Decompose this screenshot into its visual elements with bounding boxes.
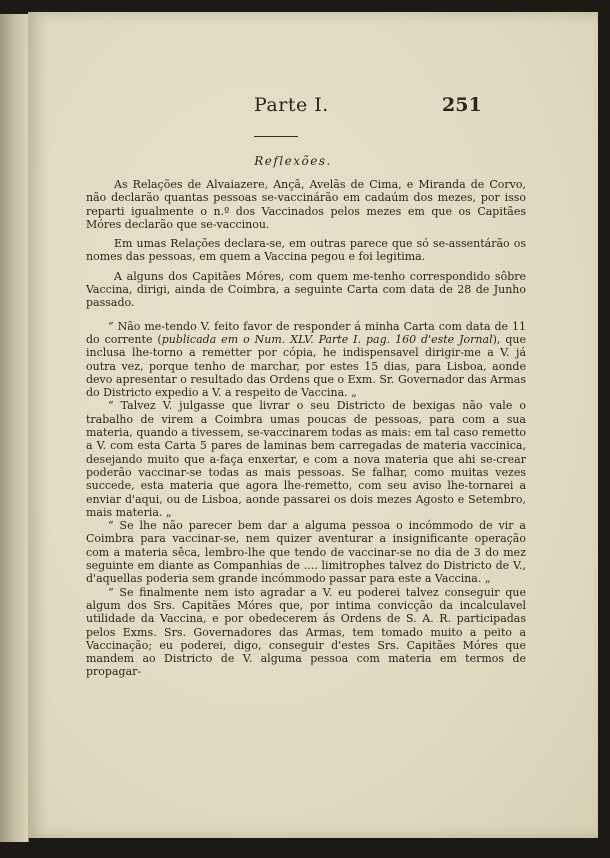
facing-page-edge (0, 14, 29, 842)
section-title: Reflexões. (254, 154, 332, 168)
paragraph-declara: Em umas Relações declara-se, em outras parece que só se-assentárão os nomes das pessoas, em quem a Vaccina pegou e foi legitima. (86, 237, 526, 264)
letter-p1-citation: publicada em o Num. XLV. Parte I. pag. 160 d'este Jornal (161, 332, 493, 346)
letter-paragraph-1 (86, 320, 526, 400)
part-title: Parte I. (254, 94, 329, 116)
letter-paragraph-3: “ Se lhe não parecer bem dar a alguma pessoa o incómmodo de vir a Coimbra para vaccinar-se, nem quizer aventurar a insignificante operação com a materia sêca, lembro-lhe que tendo de vaccinar-se no dia de 3 do mez seguinte em diante as Companhias de .... limitrophes talvez do Districto de V., d'aquellas poderia sem grande incómmodo passar para este a Vaccina. „ (86, 519, 526, 586)
running-head (28, 88, 598, 120)
letter-paragraph-4: “ Se finalmente nem isto agradar a V. eu poderei talvez conseguir que algum dos Srs. Capitães Móres que, por intima convicção da incalculavel utilidade da Vaccina, e por obedecerem ás Ordens de S. A. R. participadas pelos Exms. Srs. Governadores das Armas, tem tomado muito a peito a Vaccinação; eu poderei, digo, conseguir d'estes Srs. Capitães Móres que mandem ao Districto de V. alguma pessoa com materia em termos de propagar- (86, 585, 526, 679)
paragraph-capitaes: A alguns dos Capitães Móres, com quem me-tenho correspondido sôbre Vaccina, dirigi, ainda de Coimbra, a seguinte Carta com data de 28 de Junho passado. (86, 269, 526, 310)
letter-p1-start: “ Não me-tendo V. feito favor de responder á minha Carta com data de 11 do corrente ( (86, 319, 526, 346)
paragraph-relacoes: As Relações de Alvaiazere, Ançã, Avelãs de Cima, e Miranda de Corvo, não declarão quantas pessoas se-vaccinárão em cadaúm dos mezes, por isso reparti igualmente o n.º dos Vaccinados pelos mezes em que os Capitães Móres declarão que se-vaccinou. (86, 178, 526, 231)
header-rule (254, 136, 298, 137)
body-text (86, 178, 526, 679)
letter-paragraph-2: “ Talvez V. julgasse que livrar o seu Districto de bexigas não vale o trabalho de virem a Coimbra umas poucas de pessoas, para com a sua materia, quando a tivessem, se-vaccinarem todas as mais: em tal caso remetto a V. com esta Carta 5 pares de laminas bem carregadas de materia vaccinica, desejando muito que a-faça enxertar, e com a nova materia que ahi se-crear poderão vaccinar-se todas as mais pessoas. Se falhar, como muitas vezes succede, esta materia que agora lhe-remetto, com seu aviso lhe-tornarei a enviar d'aqui, ou de Lisboa, aonde passarei os dois mezes Agosto e Setembro, mais materia. „ (86, 399, 526, 519)
letter-p1-end: ), que inclusa lhe-torno a remetter por cópia, he indispensavel dirigir-me a V. já outra vez, porque tenho de marchar, por estes 15 dias, para Lisboa, aonde devo apresentar o resultado das Ordens que o Exm. Sr. Governador das Armas do Districto expedio a V. a respeito de Vaccina. „ (86, 332, 526, 400)
book-page (28, 12, 598, 838)
page-number: 251 (442, 94, 482, 116)
